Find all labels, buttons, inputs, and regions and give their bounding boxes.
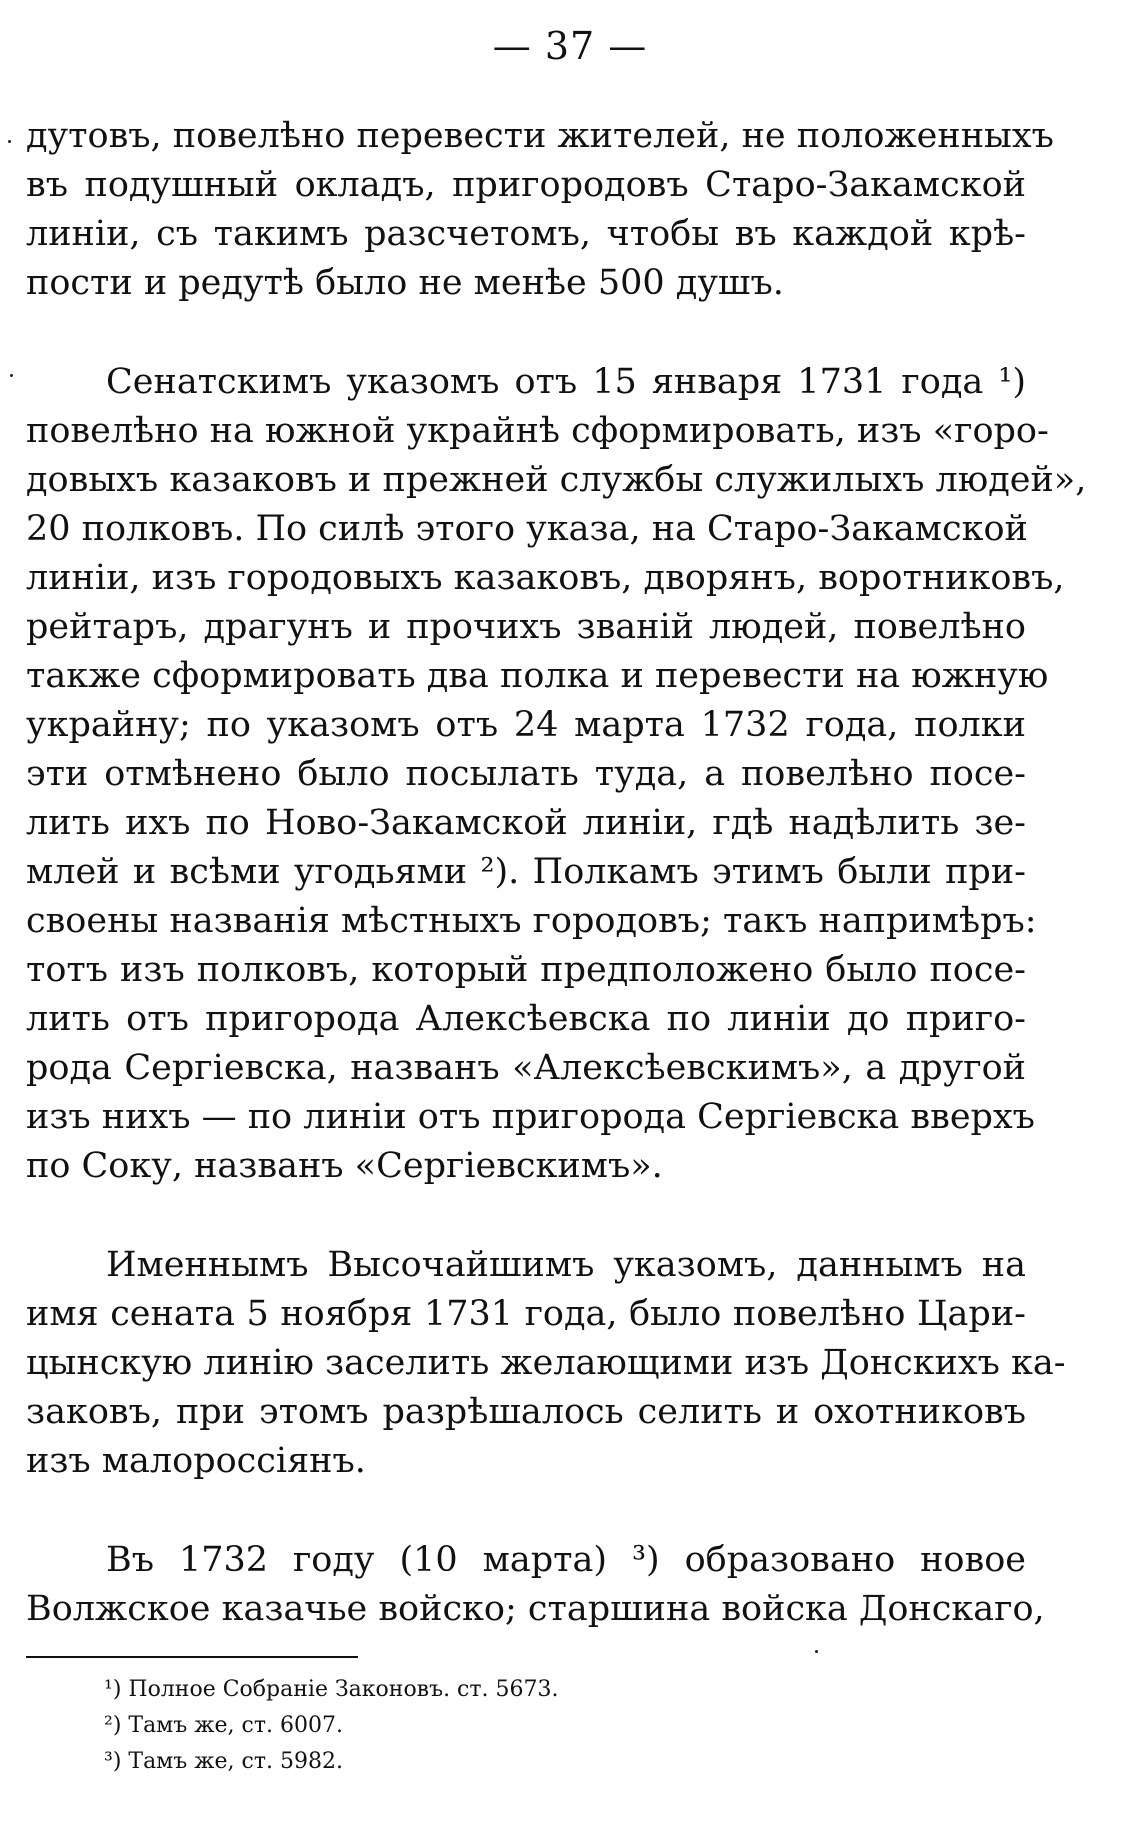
text-line: цынскую линію заселить желающими изъ Донскихъ ка- [26,1343,1066,1383]
text-line: дутовъ, повелѣно перевести жителей, не положенныхъ [26,116,1054,156]
text-line: рейтаръ, драгунъ и прочихъ званій людей, повелѣно [26,607,1026,647]
text-line: линіи, съ такимъ разсчетомъ, чтобы въ каждой крѣ- [26,214,1026,254]
text-line: млей и всѣми угодьями ²). Полкамъ этимъ были при- [26,852,1026,892]
text-line: повелѣно на южной украйнѣ сформировать, изъ «горо- [26,411,1049,451]
scan-speck [8,140,11,143]
paragraph-2 [26,358,1087,1191]
page-number: — 37 — [492,24,648,68]
scan-speck [815,1650,818,1653]
text-line: заковъ, при этомъ разрѣшалось селить и охотниковъ [26,1392,1026,1432]
scan-speck [10,374,13,377]
footnote-2: ²) Тамъ же, ст. 6007. [104,1713,343,1738]
footnotes [104,1672,904,1780]
footnote-divider [26,1656,358,1658]
footnote-3: ³) Тамъ же, ст. 5982. [104,1749,343,1774]
text-line: украйну; по указомъ отъ 24 марта 1732 года, полки [26,705,1026,745]
text-line: Именнымъ Высочайшимъ указомъ, даннымъ на [106,1245,1026,1285]
text-line: въ подушный окладъ, пригородовъ Старо-Закамской [26,165,1026,205]
footnote-1: ¹) Полное Собраніе Законовъ. ст. 5673. [104,1677,559,1702]
text-line: Въ 1732 году (10 марта) ³) образовано новое [106,1540,1026,1580]
text-line: рода Сергіевска, названъ «Алексѣевскимъ», а другой [26,1048,1026,1088]
text-line: имя сената 5 ноября 1731 года, было повелѣно Цари- [26,1294,1026,1334]
text-line: своены названія мѣстныхъ городовъ; такъ напримѣръ: [26,901,1037,941]
text-line: довыхъ казаковъ и прежней службы служилыхъ людей», [26,460,1087,500]
paragraph-4 [26,1536,1045,1634]
text-line: Сенатскимъ указомъ отъ 15 января 1731 года ¹) [106,362,1026,402]
text-line: лить ихъ по Ново-Закамской линіи, гдѣ надѣлить зе- [26,803,1026,843]
paragraph-3 [26,1241,1066,1486]
text-line: эти отмѣнено было посылать туда, а повелѣно посе- [26,754,1026,794]
text-line: линіи, изъ городовыхъ казаковъ, дворянъ, воротниковъ, [26,558,1065,598]
text-line: также сформировать два полка и перевести на южную [26,656,1049,696]
text-line: 20 полковъ. По силѣ этого указа, на Старо-Закамской [26,509,1028,549]
text-line: изъ нихъ — по линіи отъ пригорода Сергіевска вверхъ [26,1097,1035,1137]
body-text [26,112,1087,1634]
text-line: по Соку, названъ «Сергіевскимъ». [26,1146,663,1186]
text-line: Волжское казачье войско; старшина войска Донскаго, [26,1589,1045,1629]
text-line: изъ малороссіянъ. [26,1441,366,1481]
text-line: лить отъ пригорода Алексѣевска по линіи до приго- [26,999,1026,1039]
text-line: пости и редутѣ было не менѣе 500 душъ. [26,263,784,303]
paragraph-1 [26,112,1054,308]
text-line: тотъ изъ полковъ, который предположено было посе- [26,950,1026,990]
